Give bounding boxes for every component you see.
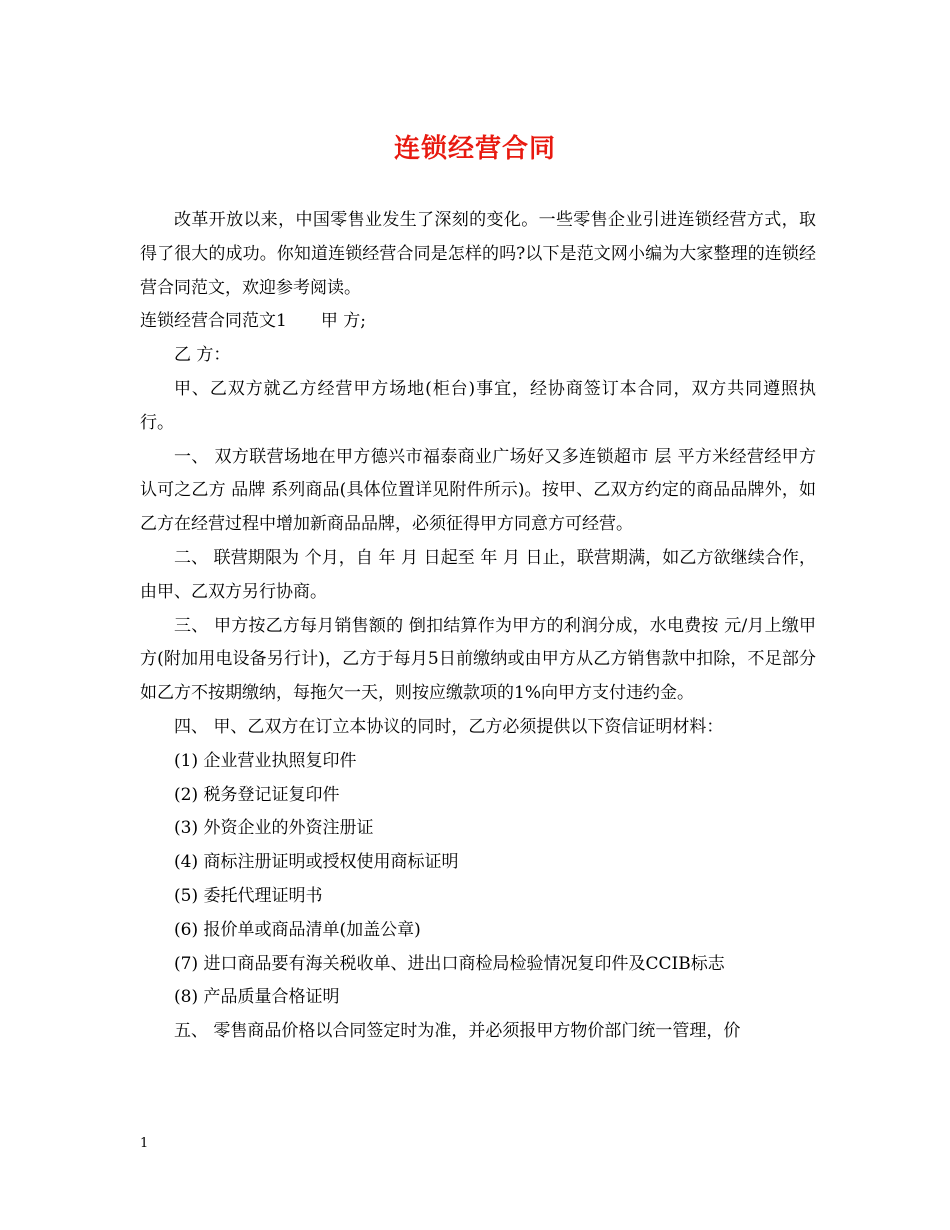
material-item: (1) 企业营业执照复印件 [174, 750, 357, 771]
intro-paragraph: 改革开放以来，中国零售业发生了深刻的变化。一些零售企业引进连锁经营方式，取得了很大的成功。你知道连锁经营合同是怎样的吗?以下是范文网小编为大家整理的连锁经营合同范文，欢迎参考阅读。 [140, 210, 816, 298]
material-item: (5) 委托代理证明书 [174, 885, 323, 906]
document-title: 连锁经营合同 [393, 134, 556, 164]
clause-3: 三、 甲方按乙方每月销售额的 倒扣结算作为甲方的利润分成，水电费按 元/月上缴甲方(附加用电设备另行计)，乙方于每月5日前缴纳或由甲方从乙方销售款中扣除，不足部分如乙方不按期缴纳，每拖欠一天，则按应缴款项的1%向甲方支付违约金。 [140, 615, 816, 704]
preamble-paragraph: 甲、乙双方就乙方经营甲方场地(柜台)事宜，经协商签订本合同，双方共同遵照执行。 [140, 378, 816, 433]
sample-heading-line [140, 305, 816, 339]
material-item: (4) 商标注册证明或授权使用商标证明 [174, 852, 459, 873]
party-b-label: 乙 方： [174, 345, 231, 366]
party-a-label: 甲 方; [320, 311, 366, 332]
clause-5: 五、 零售商品价格以合同签定时为准，并必须报甲方物价部门统一管理，价 [174, 1021, 741, 1042]
clause-2: 二、 联营期限为 个月，自 年 月 日起至 年 月 日止，联营期满，如乙方欲继续合作，由甲、乙双方另行协商。 [140, 547, 816, 602]
material-item: (6) 报价单或商品清单(加盖公章) [174, 919, 421, 940]
clause-4: 四、 甲、乙双方在订立本协议的同时，乙方必须提供以下资信证明材料： [174, 716, 724, 737]
material-item: (7) 进口商品要有海关税收单、进出口商检局检验情况复印件及CCIB标志 [174, 953, 725, 974]
material-item: (8) 产品质量合格证明 [174, 987, 340, 1008]
clause-1: 一、 双方联营场地在甲方德兴市福泰商业广场好又多连锁超市 层 平方米经营经甲方认可之乙方 品牌 系列商品(具体位置详见附件所示)。按甲、乙双方约定的商品品牌外，如乙方在经营过程中增加新商品品牌，必须征得甲方同意方可经营。 [140, 446, 816, 535]
page-number: 1 [140, 1136, 149, 1151]
document-body [140, 204, 816, 1049]
material-item: (3) 外资企业的外资注册证 [174, 818, 374, 839]
sample-heading: 连锁经营合同范文1 [140, 311, 287, 332]
material-item: (2) 税务登记证复印件 [174, 784, 340, 805]
